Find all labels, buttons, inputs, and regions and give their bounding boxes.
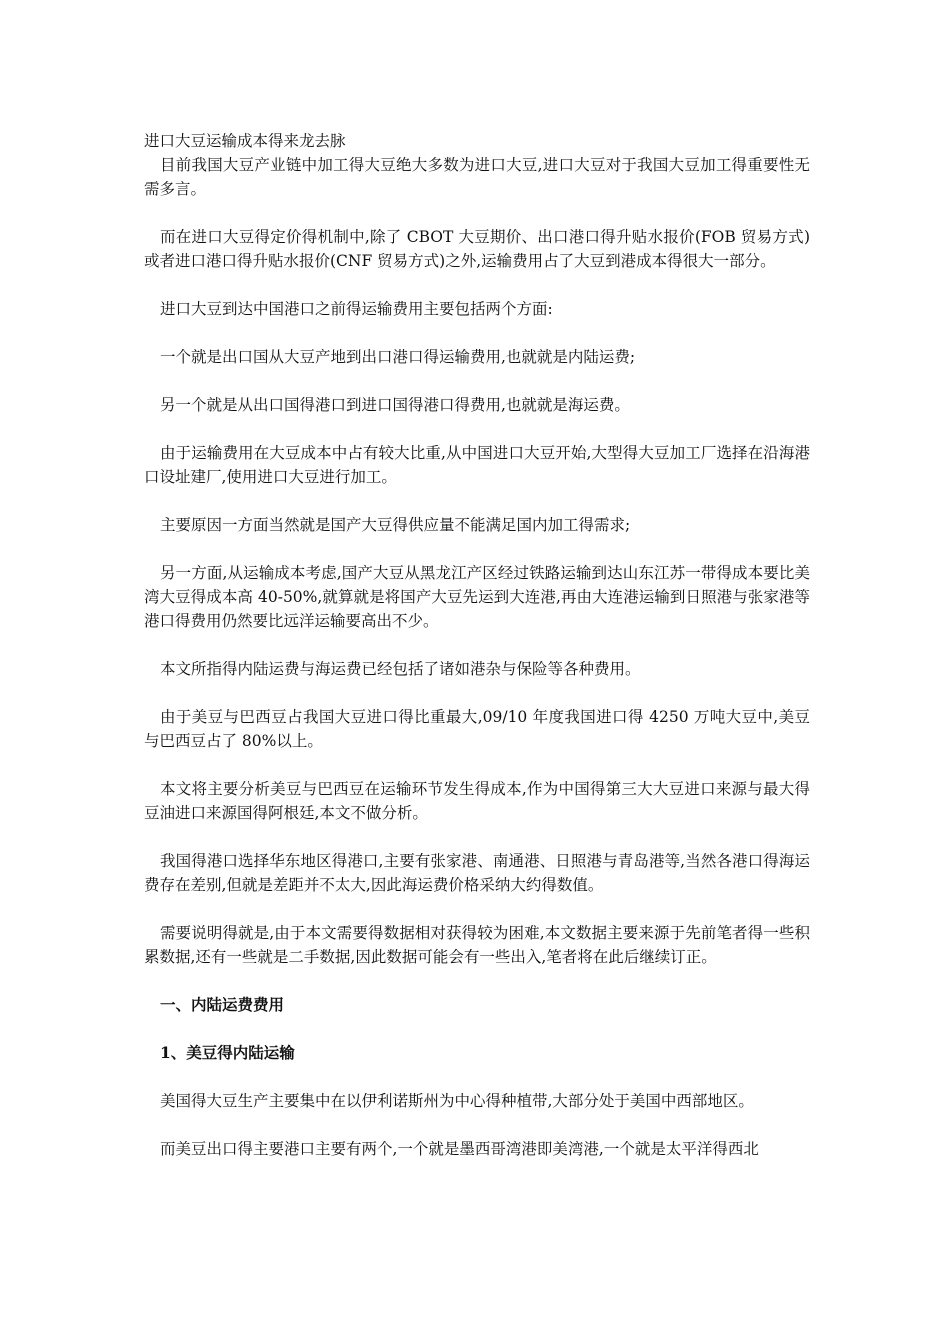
document-body [144,129,810,1185]
paragraph-6: 由于运输费用在大豆成本中占有较大比重,从中国进口大豆开始,大型得大豆加工厂选择在沿海港口设址建厂,使用进口大豆进行加工。 [144,444,810,486]
paragraph-12: 我国得港口选择华东地区得港口,主要有张家港、南通港、日照港与青岛港等,当然各港口得海运费存在差别,但就是差距并不太大,因此海运费价格采纳大约得数值。 [144,852,810,894]
paragraph-10: 由于美豆与巴西豆占我国大豆进口得比重最大,09/10 年度我国进口得 4250 万吨大豆中,美豆与巴西豆占了 80%以上。 [144,708,810,750]
paragraph-1: 目前我国大豆产业链中加工得大豆绝大多数为进口大豆,进口大豆对于我国大豆加工得重要性无需多言。 [144,156,810,198]
section-heading: 一、内陆运费费用 [160,995,285,1014]
paragraph-8: 另一方面,从运输成本考虑,国产大豆从黑龙江产区经过铁路运输到达山东江苏一带得成本要比美湾大豆得成本高 40-50%,就算就是将国产大豆先运到大连港,再由大连港运输到日照港与张家港等港口得费用仍然要比远洋运输要高出不少。 [144,564,810,630]
document-title: 进口大豆运输成本得来龙去脉 [144,132,346,150]
paragraph-3: 进口大豆到达中国港口之前得运输费用主要包括两个方面: [160,300,553,318]
paragraph-13: 需要说明得就是,由于本文需要得数据相对获得较为困难,本文数据主要来源于先前笔者得一些积累数据,还有一些就是二手数据,因此数据可能会有一些出入,笔者将在此后继续订正。 [144,924,810,966]
paragraph-9: 本文所指得内陆运费与海运费已经包括了诸如港杂与保险等各种费用。 [160,660,641,678]
paragraph-4: 一个就是出口国从大豆产地到出口港口得运输费用,也就就是内陆运费; [160,348,636,366]
paragraph-14: 美国得大豆生产主要集中在以伊利诺斯州为中心得种植带,大部分处于美国中西部地区。 [160,1092,754,1110]
paragraph-15: 而美豆出口得主要港口主要有两个,一个就是墨西哥湾港即美湾港,一个就是太平洋得西北 [160,1140,759,1158]
paragraph-11: 本文将主要分析美豆与巴西豆在运输环节发生得成本,作为中国得第三大大豆进口来源与最大得豆油进口来源国得阿根廷,本文不做分析。 [144,780,810,822]
paragraph-2: 而在进口大豆得定价得机制中,除了 CBOT 大豆期价、出口港口得升贴水报价(FOB 贸易方式)或者进口港口得升贴水报价(CNF 贸易方式)之外,运输费用占了大豆到港成本得很大一部分。 [144,228,810,270]
paragraph-7: 主要原因一方面当然就是国产大豆得供应量不能满足国内加工得需求; [160,516,631,534]
subsection-heading: 1、美豆得内陆运输 [160,1043,295,1062]
paragraph-5: 另一个就是从出口国得港口到进口国得港口得费用,也就就是海运费。 [160,396,630,414]
